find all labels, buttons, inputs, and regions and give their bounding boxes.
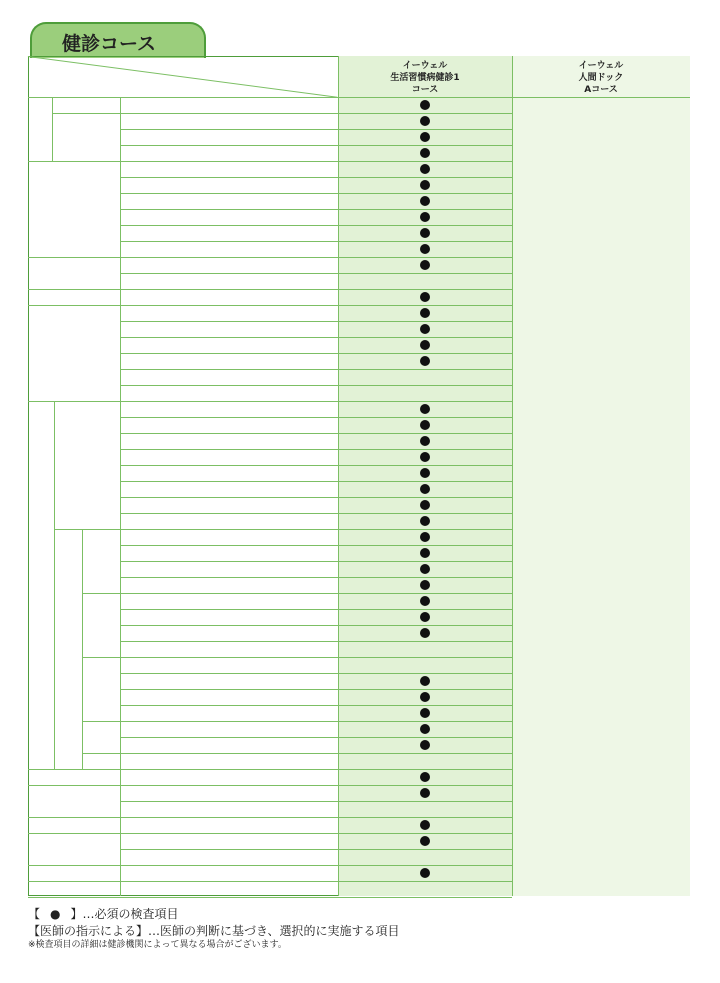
row-rule: [120, 481, 512, 482]
row-rule: [120, 129, 512, 130]
group-shindenzu-rule: [28, 785, 120, 786]
group-monshin-rule: [52, 113, 120, 114]
required-dot-icon: [420, 676, 430, 686]
seikagaku-rule: [82, 529, 83, 769]
required-dot-icon: [420, 612, 430, 622]
group-ketsueki-ippan-rule: [54, 529, 120, 530]
required-dot-icon: [420, 708, 430, 718]
required-dot-icon: [420, 548, 430, 558]
row-rule: [120, 849, 512, 850]
required-dot-icon: [420, 564, 430, 574]
required-dot-icon: [420, 292, 430, 302]
required-dot-icon: [420, 452, 430, 462]
legend-line-2: [28, 925, 400, 937]
row-rule: [120, 609, 512, 610]
required-dot-icon: [420, 740, 430, 750]
required-dot-icon: [420, 484, 430, 494]
row-rule: [120, 113, 512, 114]
required-dot-icon: [420, 692, 430, 702]
required-dot-icon: [420, 836, 430, 846]
row-rule: [120, 321, 512, 322]
row-rule: [120, 593, 512, 594]
required-dot-icon: [420, 340, 430, 350]
required-dot-icon: [420, 628, 430, 638]
group-shishitsu-rule: [82, 593, 120, 594]
group-shintai-rule: [28, 257, 120, 258]
row-rule: [120, 209, 512, 210]
row-rule: [120, 337, 512, 338]
row-rule: [120, 529, 512, 530]
row-rule: [120, 289, 512, 290]
required-dot-icon: [420, 308, 430, 318]
row-rule: [120, 833, 512, 834]
shinsatsu-rule: [52, 97, 53, 161]
row-rule: [120, 721, 512, 722]
required-dot-icon: [420, 212, 430, 222]
row-rule: [120, 241, 512, 242]
row-rule: [120, 273, 512, 274]
row-rule: [120, 769, 512, 770]
required-dot-icon: [420, 420, 430, 430]
legend-open-bracket: 【: [28, 907, 41, 921]
group-ibu-rule: [28, 865, 120, 866]
required-dot-icon: [420, 596, 430, 606]
row-rule: [120, 657, 512, 658]
group-ketsueki-rule: [28, 769, 54, 770]
row-rule: [120, 145, 512, 146]
group-shinsatsu-rule: [28, 161, 52, 162]
row-rule: [120, 881, 512, 882]
group-choonpa-rule: [28, 881, 120, 882]
group-nyo-rule: [28, 401, 120, 402]
row-rule: [120, 673, 512, 674]
group-kyobu-rule: [28, 289, 120, 290]
row-rule: [120, 369, 512, 370]
column-rule-1: [338, 56, 339, 896]
required-dot-icon: [420, 516, 430, 526]
row-rule: [120, 817, 512, 818]
required-dot-icon: [420, 100, 430, 110]
required-dot-icon: [420, 532, 430, 542]
row-rule: [120, 465, 512, 466]
required-dot-icon: [420, 436, 430, 446]
required-dot-icon: [420, 196, 430, 206]
group-seikagaku-rule: [54, 769, 82, 770]
group-kansen-rule: [82, 769, 120, 770]
legend-required-text: 】…必須の検査項目: [70, 907, 179, 921]
required-dot-icon: [420, 404, 430, 414]
group-rigaku-rule: [52, 161, 120, 162]
required-dot-icon: [420, 164, 430, 174]
header-course1-line: コース: [411, 85, 439, 95]
row-rule: [120, 433, 512, 434]
header-dock-line: イーウェル: [578, 61, 624, 71]
required-dot-icon: [420, 228, 430, 238]
row-rule: [120, 641, 512, 642]
required-dot-icon: [420, 820, 430, 830]
row-rule: [120, 753, 512, 754]
row-rule: [120, 497, 512, 498]
row-rule: [120, 449, 512, 450]
group-kankinou-rule: [82, 657, 120, 658]
row-rule: [120, 705, 512, 706]
header-course1-line: 生活習慣病健診1: [390, 73, 460, 83]
row-rule: [120, 737, 512, 738]
legend-dot-icon: ●: [50, 907, 61, 921]
row-rule: [120, 417, 512, 418]
row-rule: [120, 561, 512, 562]
required-dot-icon: [420, 148, 430, 158]
legend-line-1: [28, 908, 179, 920]
row-rule: [120, 545, 512, 546]
legend-doctor-text: …医師の判断に基づき、選択的に実施する項目: [148, 924, 400, 938]
column-rule-2: [512, 56, 513, 896]
group-choryoku-rule: [28, 305, 120, 306]
required-dot-icon: [420, 244, 430, 254]
required-dot-icon: [420, 580, 430, 590]
row-rule: [120, 785, 512, 786]
row-rule: [120, 865, 512, 866]
required-dot-icon: [420, 772, 430, 782]
group-kettou-rule: [82, 753, 120, 754]
row-rule: [120, 625, 512, 626]
row-rule: [120, 177, 512, 178]
required-dot-icon: [420, 324, 430, 334]
legend-footnote: ※検査項目の詳細は健診機関によって異なる場合がございます。: [28, 940, 287, 950]
group-jinkinou-rule: [82, 721, 120, 722]
required-dot-icon: [420, 260, 430, 270]
group-haikinou-rule: [28, 897, 120, 898]
group-ganka-rule: [28, 817, 120, 818]
course-title: 健診コース: [62, 33, 157, 55]
course-title-tab: [30, 22, 206, 58]
row-rule: [120, 257, 512, 258]
legend-doctor-bracket: 【医師の指示による】: [28, 924, 149, 938]
row-rule: [120, 225, 512, 226]
dock-column-bg: [512, 56, 690, 896]
row-rule: [120, 401, 512, 402]
row-rule: [120, 897, 512, 898]
required-dot-icon: [420, 788, 430, 798]
row-rule: [120, 577, 512, 578]
row-rule: [120, 385, 512, 386]
row-rule: [120, 305, 512, 306]
header-dock-line: 人間ドック: [578, 73, 624, 83]
row-rule: [120, 689, 512, 690]
required-dot-icon: [420, 116, 430, 126]
row-rule: [120, 161, 512, 162]
required-dot-icon: [420, 468, 430, 478]
header-bottom-rule: [28, 97, 690, 98]
required-dot-icon: [420, 180, 430, 190]
row-rule: [120, 353, 512, 354]
group-bensenketsu-rule: [28, 833, 120, 834]
required-dot-icon: [420, 356, 430, 366]
item-column-rule: [120, 97, 121, 896]
header-course1-line: イーウェル: [402, 61, 448, 71]
required-dot-icon: [420, 132, 430, 142]
required-dot-icon: [420, 724, 430, 734]
row-rule: [120, 193, 512, 194]
row-rule: [120, 801, 512, 802]
row-rule: [120, 513, 512, 514]
header-dock-line: Aコース: [584, 85, 618, 95]
ketsueki-rule: [54, 401, 55, 769]
required-dot-icon: [420, 500, 430, 510]
required-dot-icon: [420, 868, 430, 878]
